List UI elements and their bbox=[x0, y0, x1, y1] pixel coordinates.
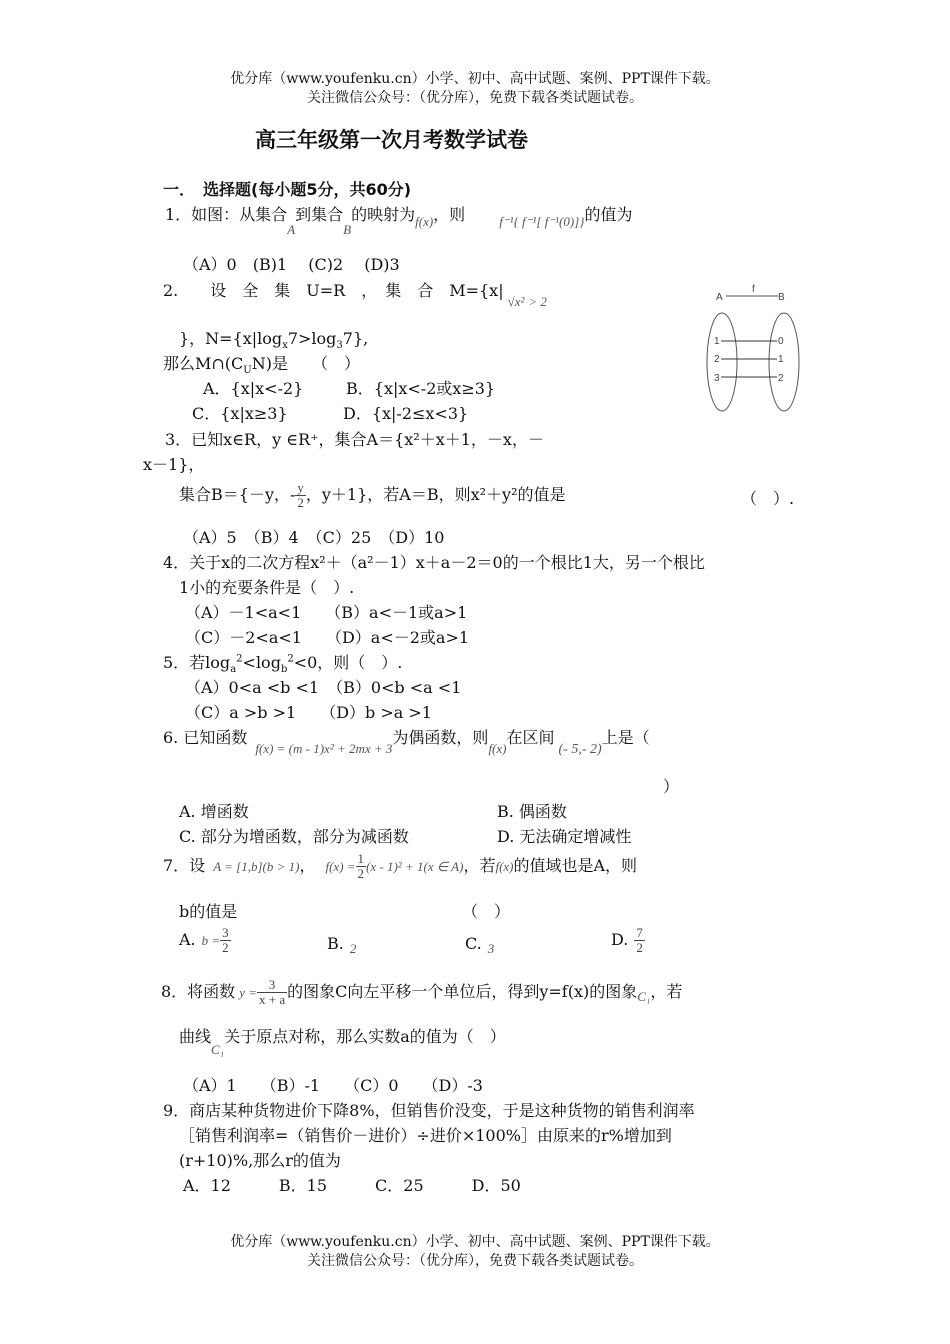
q3-l3-1: 集合B＝{－y，- bbox=[179, 485, 296, 504]
q2-option-a: A．{x|x<-2} bbox=[203, 379, 304, 398]
page-title: 高三年级第一次月考数学试卷 bbox=[255, 128, 528, 152]
header-line-2: 关注微信公众号：（优分库），免费下载各类试题试卷。 bbox=[307, 90, 643, 106]
q7-text-1: 7．设 bbox=[163, 856, 206, 875]
q7-option-a-fraction bbox=[220, 926, 231, 955]
q6-option-a: A. 增函数 bbox=[179, 802, 249, 821]
q2-radical: √x² bbox=[507, 294, 525, 309]
q2-n-3: 7}, bbox=[342, 329, 369, 348]
q5-base-a: a bbox=[230, 664, 237, 676]
q7-option-b-label: B. bbox=[327, 934, 344, 953]
q2-option-c: C．{x|x≥3} bbox=[192, 404, 288, 423]
q6-close-bracket: ） bbox=[663, 777, 680, 796]
q8-options: （A）1 （B）-1 （C）0 （D）-3 bbox=[183, 1076, 483, 1095]
q7-frac-den: 2 bbox=[357, 866, 365, 881]
q7-option-b-value: 2 bbox=[349, 941, 357, 956]
q6-option-d: D. 无法确定增减性 bbox=[497, 827, 632, 846]
question-9: 9．商店某种货物进价下降8%，但销售价没变，于是这种货物的销售利润率 bbox=[163, 1101, 695, 1120]
q5-text-1: 5．若log bbox=[163, 653, 231, 672]
diagram-label-a: A bbox=[716, 292, 723, 303]
q8-y-prefix: y = bbox=[239, 985, 257, 1000]
footer-line-1: 优分库（www.youfenku.cn）小学、初中、高中试题、案例、PPT课件下载。 bbox=[230, 1234, 720, 1250]
q2-n-1: }，N={x|log bbox=[179, 329, 283, 348]
q9-line-2: ［销售利润率=（销售价－进价）÷进价×100%］由原来的r%增加到 bbox=[179, 1126, 672, 1145]
q1-text-1: 1．如图：从集合 bbox=[165, 205, 288, 224]
q7-option-a-prefix: b = bbox=[201, 933, 221, 948]
question-1 bbox=[165, 202, 633, 237]
q1-text-5: 的值为 bbox=[584, 205, 633, 224]
q6-text-3: 在区间 bbox=[506, 728, 555, 747]
q7-option-d bbox=[611, 926, 645, 955]
q6-option-b: B. 偶函数 bbox=[497, 802, 567, 821]
section-heading: 一． 选择题(每小题5分，共60分) bbox=[163, 180, 412, 199]
q8-text-1: 8．将函数 bbox=[161, 982, 236, 1001]
q7-a-den: 2 bbox=[222, 940, 229, 955]
q8-l2-curve-c1: C₁ bbox=[211, 1042, 225, 1057]
question-3: 3．已知x∈R，y ∈R⁺，集合A＝{x²＋x＋1，－x，－ bbox=[165, 430, 544, 449]
q6-function: f(x) = (m - 1)x² + 2mx + 3 bbox=[255, 741, 393, 756]
q1-set-b: B bbox=[343, 222, 352, 237]
q3-line-3 bbox=[179, 481, 566, 510]
q3-line-2: x－1}， bbox=[143, 455, 205, 474]
question-2 bbox=[163, 278, 547, 309]
q1-text-3: 的映射为 bbox=[351, 205, 416, 224]
diagram-b-0: 0 bbox=[778, 336, 784, 347]
q6-fx: f(x) bbox=[488, 741, 507, 756]
q3-fraction bbox=[295, 481, 306, 510]
q7-option-c-value: 3 bbox=[487, 941, 495, 956]
question-4: 4．关于x的二次方程x²＋（a²－1）x＋a－2＝0的一个根比1大，另一个根比 bbox=[163, 553, 705, 572]
q8-line-2 bbox=[179, 1024, 506, 1057]
diagram-b-1: 1 bbox=[778, 354, 784, 365]
q5-options-ab: （A）0<a <b <1 （B）0<b <a <1 bbox=[185, 678, 462, 697]
q7-f-prefix: f(x) = bbox=[325, 859, 356, 874]
footer-line-2: 关注微信公众号：（优分库），免费下载各类试题试卷。 bbox=[307, 1253, 643, 1269]
q2-option-b: B．{x|x<-2或x≥3} bbox=[346, 379, 496, 398]
q2-gt: > 2 bbox=[528, 294, 547, 309]
q1-text-4: ，则 bbox=[433, 205, 466, 224]
q7-set: A = [1,b](b > 1) bbox=[213, 859, 300, 874]
q8-text-3: ，若 bbox=[650, 982, 683, 1001]
q8-l2-text-2: 关于原点对称，那么实数a的值为（ ） bbox=[224, 1027, 506, 1046]
q1-text-2: 到集合 bbox=[295, 205, 344, 224]
q7-frac-num: 1 bbox=[357, 851, 365, 866]
q7-comma: ， bbox=[299, 856, 316, 875]
q9-options: A．12 B．15 C．25 D．50 bbox=[183, 1176, 521, 1195]
q2-text-1: 2. 设 全 集 U=R ， 集 合 M={x| bbox=[163, 281, 504, 300]
header-line-1: 优分库（www.youfenku.cn）小学、初中、高中试题、案例、PPT课件下载。 bbox=[230, 71, 720, 87]
q5-options-cd: （C）a >b >1 （D）b >a >1 bbox=[185, 703, 432, 722]
q7-a-num: 3 bbox=[222, 925, 229, 940]
q6-interval: (- 5,- 2) bbox=[558, 742, 602, 757]
q1-set-a: A bbox=[287, 222, 296, 237]
q7-option-a-label: A. bbox=[179, 930, 196, 949]
q7-text-3: 的值域也是A，则 bbox=[513, 856, 638, 875]
q8-text-2: 的图象C向左平移一个单位后，得到y=f(x)的图象 bbox=[287, 982, 638, 1001]
q7-option-a bbox=[179, 926, 231, 955]
q3-frac-num: y bbox=[297, 480, 304, 495]
q7-f-body: (x - 1)² + 1(x ∈ A) bbox=[366, 859, 464, 874]
diagram-set-b bbox=[769, 313, 799, 411]
q8-fraction bbox=[257, 978, 287, 1007]
q1-options: （A）0 (B)1 (C)2 (D)3 bbox=[183, 255, 400, 274]
q4-line-2: 1小的充要条件是（ ）. bbox=[179, 578, 355, 597]
q3-bracket: （ ）. bbox=[741, 489, 795, 508]
diagram-a-1: 1 bbox=[714, 336, 720, 347]
q7-d-num: 7 bbox=[636, 925, 643, 940]
q5-text-2: <log bbox=[242, 653, 281, 672]
q2-option-d: D．{x|-2≤x<3} bbox=[343, 404, 469, 423]
q8-curve-c1: C₁ bbox=[637, 989, 651, 1004]
q8-frac-num: 3 bbox=[257, 978, 287, 993]
mapping-diagram bbox=[700, 280, 810, 415]
q9-line-3: (r+10)%,那么r的值为 bbox=[179, 1151, 341, 1170]
question-6 bbox=[163, 725, 650, 757]
q7-text-2: ，若 bbox=[463, 856, 496, 875]
q4-options-cd: （C）－2<a<1 （D）a<－2或a>1 bbox=[185, 628, 470, 647]
q7-d-den: 2 bbox=[636, 940, 643, 955]
q6-text-4: 上是（ bbox=[601, 728, 650, 747]
q2-line-3 bbox=[163, 351, 360, 376]
q7-option-d-label: D. bbox=[611, 930, 629, 949]
question-8 bbox=[161, 978, 682, 1007]
q8-l2-text-1: 曲线 bbox=[179, 1027, 212, 1046]
q2-l3-2: N)是 （ ） bbox=[251, 354, 360, 373]
q5-base-b: b bbox=[280, 664, 288, 676]
q3-options: （A）5 （B）4 （C）25 （D）10 bbox=[183, 528, 445, 547]
q6-text-2: 为偶函数，则 bbox=[392, 728, 489, 747]
q6-text-1: 6. 已知函数 bbox=[163, 728, 248, 747]
q2-l3-sub-u: U bbox=[243, 365, 252, 377]
q2-line-2 bbox=[179, 326, 368, 351]
q5-exp-2: 2 bbox=[287, 653, 294, 665]
q2-l3-1: 那么M∩(C bbox=[163, 354, 244, 373]
q7-fraction bbox=[356, 852, 367, 881]
q7-line-2: b的值是 bbox=[179, 902, 238, 921]
diagram-a-3: 3 bbox=[714, 373, 720, 384]
diagram-set-a bbox=[707, 313, 737, 411]
diagram-label-b: B bbox=[778, 292, 785, 303]
q1-expression: f⁻¹{ f⁻¹[ f⁻¹(0)]} bbox=[499, 214, 585, 229]
diagram-b-2: 2 bbox=[778, 373, 784, 384]
diagram-a-2: 2 bbox=[714, 354, 720, 365]
q5-exp-1: 2 bbox=[236, 653, 243, 665]
q2-n-base-3: 3 bbox=[336, 340, 343, 352]
question-5 bbox=[163, 650, 402, 675]
q7-fx: f(x) bbox=[495, 859, 514, 874]
q7-option-c-label: C. bbox=[465, 934, 482, 953]
q3-frac-den: 2 bbox=[297, 495, 304, 510]
q6-option-c: C. 部分为增函数，部分为减函数 bbox=[179, 827, 409, 846]
q7-option-c bbox=[465, 934, 495, 956]
question-7 bbox=[163, 852, 637, 881]
q2-n-2: 7>log bbox=[287, 329, 337, 348]
q4-options-ab: （A）－1<a<1 （B）a<－1或a>1 bbox=[185, 603, 468, 622]
diagram-label-f: f bbox=[752, 284, 755, 295]
q8-frac-den: x + a bbox=[258, 992, 286, 1007]
q1-fx: f(x) bbox=[415, 214, 434, 229]
q7-option-d-fraction bbox=[634, 926, 645, 955]
q7-option-b bbox=[327, 934, 357, 956]
q3-l3-2: ，y＋1}，若A＝B，则x²＋y²的值是 bbox=[305, 485, 566, 504]
q5-text-3: <0，则（ ）. bbox=[293, 653, 403, 672]
q7-bracket: （ ） bbox=[462, 902, 511, 921]
q2-n-base-x: x bbox=[282, 340, 288, 352]
